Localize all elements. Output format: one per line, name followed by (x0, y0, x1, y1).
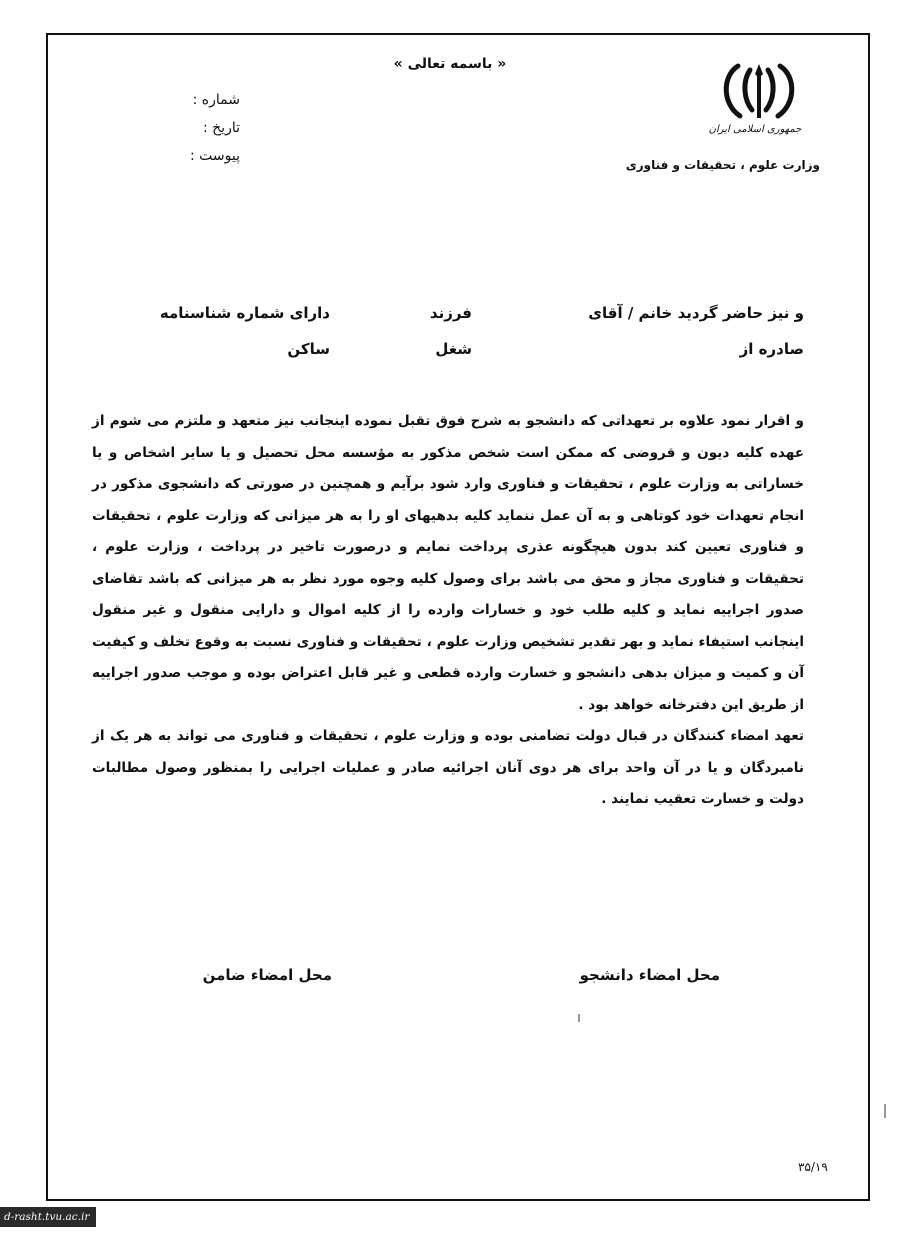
signature-student: محل امضاء دانشجو (579, 966, 720, 984)
form-code: ۳۵/۱۹ (798, 1160, 828, 1174)
site-watermark: d-rasht.tvu.ac.ir (0, 1207, 96, 1227)
letter-meta (140, 86, 240, 170)
signature-guarantor: محل امضاء ضامن (202, 966, 332, 984)
scan-mark (578, 1014, 580, 1022)
field-present: و نیز حاضر گردید خانم / آقای (588, 304, 804, 322)
field-id-number: دارای شماره شناسنامه (159, 304, 330, 322)
field-resident: ساکن (287, 340, 330, 358)
paragraph-obligation: و اقرار نمود علاوه بر تعهداتی که دانشجو به شرح فوق تقبل نموده اینجانب نیز متعهد و ملتزم می شوم از عهده کلیه دیون و قروضی که ممکن است شخص مذکور به مؤسسه محل تحصیل و یا سایر اشخاص و یا خساراتی به وزارت علوم ، تحقیقات و فناوری وارد شود برآیم و همچنین در صورتی که دانشجوی مذکور در انجام تعهدات خود کوتاهی و به آن عمل ننماید کلیه بدهیهای او را به هر میزانی که وزارت علوم ، تحقیقات و فناوری تعیین کند بدون هیچگونه عذری پرداخت نمایم و درصورت تاخیر در پرداخت ، وزارت علوم ، تحقیقات و فناوری مجاز و محق می باشد برای وصول کلیه وجوه مورد نظر به هر میزانی که باشد تقاضای صدور اجراییه نماید و کلیه طلب خود و خسارات وارده را از کلیه اموال و دارایی منقول و غیر منقول اینجانب استیفاء نماید و بهر تقدیر تشخیص وزارت علوم ، تحقیقات و فناوری نسبت به وقوع تخلف و کیفیت آن و کمیت و میزان بدهی دانشجو و خسارت وارده قطعی و غیر قابل اعتراض بوده و موجب صدور اجراییه از طریق این دفترخانه خواهد بود . (92, 413, 804, 713)
scan-mark (884, 1104, 886, 1118)
meta-attachment-label: پیوست : (190, 148, 240, 164)
guarantee-body (92, 406, 804, 816)
republic-caption: جمهوری اسلامی ایران (708, 124, 802, 135)
field-occupation: شغل (435, 340, 472, 358)
iran-emblem-icon (718, 60, 800, 124)
field-issued-from: صادره از (739, 340, 804, 358)
ministry-name: وزارت علوم ، تحقیقات و فناوری (625, 158, 820, 172)
heading-invocation: « باسمه تعالی » (393, 56, 507, 72)
meta-number-label: شماره : (192, 92, 240, 108)
field-child-of: فرزند (429, 304, 472, 322)
paragraph-joint-liability: تعهد امضاء کنندگان در قبال دولت تضامنی بوده و وزارت علوم ، تحقیقات و فناوری می تواند به هر یک از نامبردگان و یا در آن واحد برای هر دوی آنان اجرائیه صادر و عملیات اجرایی را بمنظور وصول مطالبات دولت و خسارت تعقیب نمایند . (92, 728, 804, 807)
meta-date-label: تاریخ : (202, 120, 240, 136)
